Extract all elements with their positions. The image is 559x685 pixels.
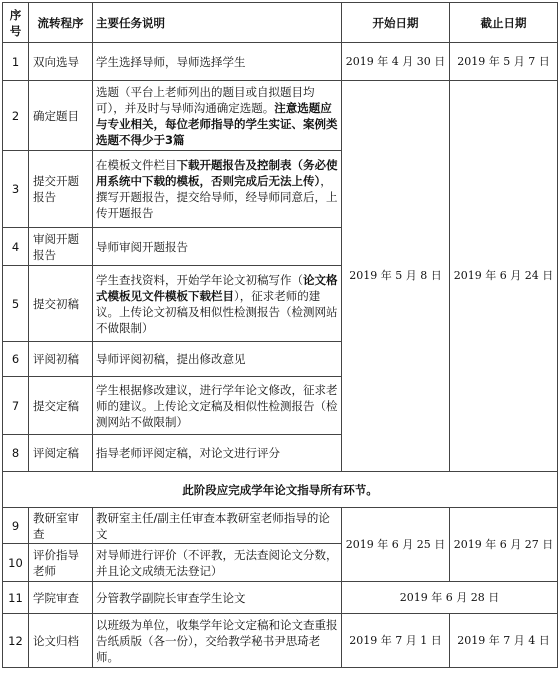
row-step: 评阅定稿 [29, 435, 93, 472]
row-step: 评阅初稿 [29, 342, 93, 377]
table-row [3, 43, 558, 81]
end-date: 2019 年 6 月 24 日 [450, 81, 558, 472]
row-desc [93, 342, 342, 377]
row-desc [93, 544, 342, 582]
desc-emphasis: 论文格式模板见文件模板下载栏目 [96, 272, 338, 303]
row-desc [93, 151, 342, 228]
header-step: 流转程序 [29, 3, 93, 43]
desc-text: 教研室主任/副主任审查本教研室老师指导的论文 [96, 510, 330, 541]
desc-text: 对导师进行评价（不评教，无法查阅论文分数，并且论文成绩无法登记） [96, 547, 338, 578]
row-step: 论文归档 [29, 614, 93, 668]
row-step: 学院审查 [29, 582, 93, 614]
stage-note: 此阶段应完成学年论文指导所有环节。 [3, 472, 558, 508]
schedule-table-wrapper [2, 2, 558, 668]
row-num: 7 [3, 377, 29, 435]
desc-text: 在模板文件栏目 [96, 158, 177, 172]
row-step: 提交初稿 [29, 266, 93, 342]
row-desc [93, 435, 342, 472]
desc-text: 分管教学副院长审查学生论文 [96, 590, 246, 605]
desc-text: 导师审阅开题报告 [96, 239, 188, 254]
desc-text: ），征求老师的建议。上传论文初稿及相似性检测报告（检测网站不做限制） [96, 288, 338, 335]
row-desc [93, 81, 342, 151]
header-desc: 主要任务说明 [93, 3, 342, 43]
row-desc [93, 43, 342, 81]
row-num: 2 [3, 81, 29, 151]
row-num: 8 [3, 435, 29, 472]
row-desc [93, 228, 342, 266]
review-date: 2019 年 6 月 28 日 [342, 582, 558, 614]
desc-text: 以班级为单位，收集学年论文定稿和论文查重报告纸质版（各一份），交给教学秘书尹思琦老师。 [96, 617, 338, 664]
table-row [3, 614, 558, 668]
row-num: 12 [3, 614, 29, 668]
row-desc [93, 614, 342, 668]
start-date: 2019 年 7 月 1 日 [342, 614, 450, 668]
header-seq: 序号 [3, 3, 29, 43]
desc-text: 选题（平台上老师列出的题目或自拟题目均可），并及时与导师沟通确定选题。 [96, 84, 315, 115]
start-date: 2019 年 4 月 30 日 [342, 43, 450, 81]
row-num: 10 [3, 544, 29, 582]
desc-emphasis: 下载开题报告及控制表（务必使用系统中下载的模板，否则完成后无法上传） [96, 158, 338, 188]
desc-text: 学生查找资料，开始学年论文初稿写作（ [96, 272, 303, 287]
end-date: 2019 年 6 月 27 日 [450, 508, 558, 582]
row-desc [93, 508, 342, 544]
row-num: 11 [3, 582, 29, 614]
desc-text: 学生根据修改建议，进行学年论文修改，征求老师的建议。上传论文定稿及相似性检测报告（检测网站不做限制） [96, 382, 338, 429]
desc-text: 学生选择导师，导师选择学生 [96, 54, 246, 69]
end-date: 2019 年 5 月 7 日 [450, 43, 558, 81]
row-step: 提交定稿 [29, 377, 93, 435]
row-desc [93, 582, 342, 614]
row-step: 教研室审查 [29, 508, 93, 544]
row-step: 审阅开题报告 [29, 228, 93, 266]
row-num: 6 [3, 342, 29, 377]
start-date: 2019 年 6 月 25 日 [342, 508, 450, 582]
row-num: 9 [3, 508, 29, 544]
row-num: 5 [3, 266, 29, 342]
row-step: 确定题目 [29, 81, 93, 151]
desc-emphasis: 注意选题应与专业相关，每位老师指导的学生实证、案例类选题不得少于3篇 [96, 100, 338, 147]
table-row [3, 508, 558, 544]
desc-text: 导师评阅初稿，提出修改意见 [96, 352, 246, 366]
start-date: 2019 年 5 月 8 日 [342, 81, 450, 472]
header-start: 开始日期 [342, 3, 450, 43]
row-desc [93, 266, 342, 342]
header-row [3, 3, 558, 43]
desc-text: ，撰写开题报告，提交给导师，经导师同意后，上传开题报告 [96, 174, 338, 220]
table-row [3, 81, 558, 151]
desc-text: 指导老师评阅定稿，对论文进行评分 [96, 446, 280, 460]
row-num: 1 [3, 43, 29, 81]
row-num: 3 [3, 151, 29, 228]
table-row [3, 582, 558, 614]
note-row [3, 472, 558, 508]
row-step: 双向选导 [29, 43, 93, 81]
row-num: 4 [3, 228, 29, 266]
row-desc [93, 377, 342, 435]
row-step: 评价指导老师 [29, 544, 93, 582]
thesis-schedule-table [2, 2, 558, 668]
end-date: 2019 年 7 月 4 日 [450, 614, 558, 668]
header-end: 截止日期 [450, 3, 558, 43]
row-step: 提交开题报告 [29, 151, 93, 228]
